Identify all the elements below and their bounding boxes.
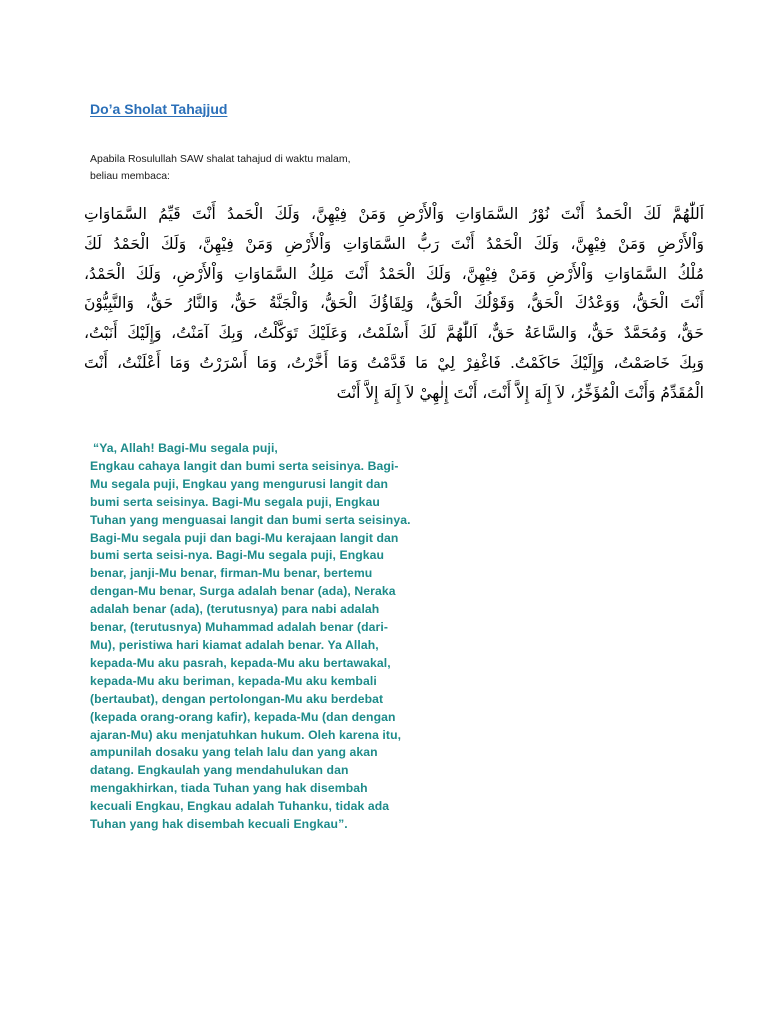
translation-line: (bertaubat), dengan pertolongan-Mu aku berdebat [90,691,384,706]
arabic-line: الْمُقَدِّمُ وَأَنْتَ الْمُؤَخِّرُ، لاَ إِلَهَ إِلاَّ أَنْتَ، أَنْتَ إِلٰهِيْ لاَ إِلَهَ إِلاَّ أَنْتَ [336,383,704,402]
intro-line: Apabila Rosulullah SAW shalat tahajud di waktu malam, [90,153,351,165]
translation-line: kecuali Engkau, Engkau adalah Tuhanku, tidak ada [90,799,390,814]
arabic-line: وَبِكَ خَاصَمْتُ، وَإِلَيْكَ حَاكَمْتُ. فَاغْفِرْ لِيْ مَا قَدَّمْتُ وَمَا أَخَّرْتُ، وَمَا أَسْرَرْتُ وَمَا أَعْلَنْتُ، أَنْتَ [84,353,704,372]
translation-line: mengakhirkan, tiada Tuhan yang hak disembah [90,781,368,796]
translation-line: bumi serta seisi-nya. Bagi-Mu segala puji, Engkau [90,548,385,563]
translation-line: Bagi-Mu segala puji dan bagi-Mu kerajaan langit dan [90,530,399,545]
translation-line: adalah benar (ada), (terutusnya) para nabi adalah [90,602,380,617]
translation-line: Mu), peristiwa hari kiamat adalah benar. Ya Allah, [90,637,379,652]
translation-line: bumi serta seisinya. Bagi-Mu segala puji, Engkau [90,494,380,509]
arabic-line: اَللّٰهُمَّ لَكَ الْحَمدُ أَنْتَ نُوْرُ السَّمَاوَاتِ وَاْلأَرْضِ وَمَنْ فِيْهِنَّ، وَلَكَ الْحَمدُ أَنْتَ قَيِّمُ السَّمَاوَاتِ [84,205,704,223]
translation-line: ajaran-Mu) aku menjatuhkan hukum. Oleh karena itu, [90,727,402,742]
arabic-prayer-text [84,200,704,409]
arabic-line: حَقٌّ، وَمُحَمَّدٌ حَقٌّ، وَالسَّاعَةُ حَقٌّ، اَللّٰهُمَّ لَكَ أَسْلَمْتُ، وَعَلَيْكَ تَوَكَّلْتُ، وَبِكَ آمَنْتُ، وَإِلَيْكَ أَنَبْتُ، [84,324,704,343]
document-title-link[interactable]: Do’a Sholat Tahajjud [90,101,228,117]
intro-paragraph [90,151,351,185]
translation-line: Mu segala puji, Engkau yang mengurusi langit dan [90,476,389,491]
arabic-line: أَنْتَ الْحَقُّ، وَوَعْدُكَ الْحَقُّ، وَقَوْلُكَ الْحَقُّ، وَلِقَاؤُكَ الْحَقُّ، وَالْجَنَّةُ حَقٌّ، وَالنَّارُ حَقٌّ، وَالنَّبِيُّوْنَ [84,294,704,313]
arabic-line: مُلْكُ السَّمَاوَاتِ وَاْلأَرْضِ وَمَنْ فِيْهِنَّ، وَلَكَ الْحَمْدُ أَنْتَ مَلِكُ السَّمَاوَاتِ وَاْلأَرْضِ، وَلَكَ الْحَمْدُ، [84,264,704,283]
translation-line: Tuhan yang hak disembah kecuali Engkau”. [90,817,348,832]
translation-line: Engkau cahaya langit dan bumi serta seisinya. Bagi- [90,458,399,473]
translation-line: “Ya, Allah! Bagi-Mu segala puji, [93,441,278,455]
translation-line: (kepada orang-orang kafir), kepada-Mu (dan dengan [90,709,396,724]
translation-line: kepada-Mu aku beriman, kepada-Mu aku kembali [90,673,377,688]
intro-line: beliau membaca: [90,170,170,182]
translation-line: dengan-Mu benar, Surga adalah benar (ada), Neraka [90,584,396,599]
translation-line: Tuhan yang menguasai langit dan bumi serta seisinya. [90,512,411,527]
translation-paragraph [90,440,411,834]
translation-line: benar, (terutusnya) Muhammad adalah benar (dari- [90,620,389,635]
translation-line: ampunilah dosaku yang telah lalu dan yang akan [90,745,378,760]
arabic-line: وَاْلأَرْضِ وَمَنْ فِيْهِنَّ، وَلَكَ الْحَمْدُ أَنْتَ رَبُّ السَّمَاوَاتِ وَاْلأَرْضِ وَمَنْ فِيْهِنَّ، وَلَكَ الْحَمْدُ لَكَ [84,234,704,253]
translation-line: benar, janji-Mu benar, firman-Mu benar, bertemu [90,566,373,581]
translation-line: datang. Engkaulah yang mendahulukan dan [90,763,349,778]
translation-line: kepada-Mu aku pasrah, kepada-Mu aku bertawakal, [90,655,391,670]
